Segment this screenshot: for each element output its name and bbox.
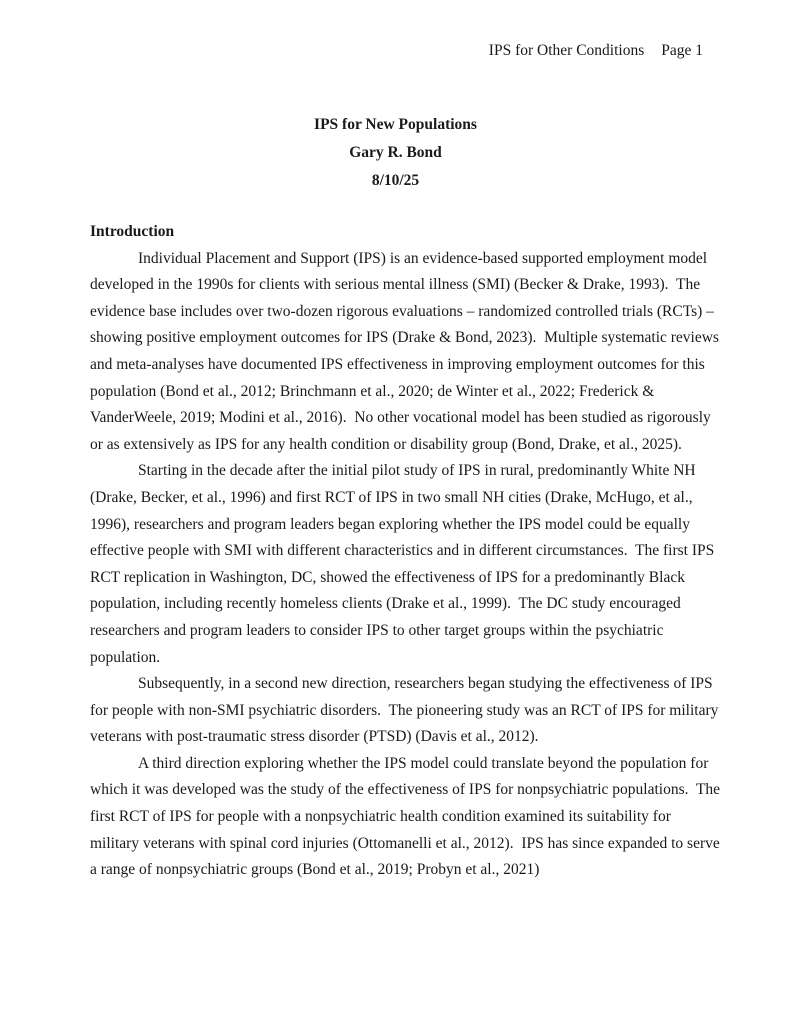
running-head — [91, 42, 703, 60]
paragraph: Starting in the decade after the initial pilot study of IPS in rural, predominantly White NH (Drake, Becker, et al., 1996) and first RCT of IPS in two small NH cities (Drake, McHugo, et al., 1996), researchers and program leaders began exploring whether the IPS model could be equally effective people with SMI with different characteristics and in different circumstances. The first IPS RCT replication in Washington, DC, showed the effectiveness of IPS for a predominantly Black population, including recently homeless clients (Drake et al., 1999). The DC study encouraged researchers and program leaders to consider IPS to other target groups within the psychiatric population. — [90, 462, 719, 666]
paragraph: Individual Placement and Support (IPS) is an evidence-based supported employment model developed in the 1990s for clients with serious mental illness (SMI) (Becker & Drake, 1993). The evidence base includes over two-dozen rigorous evaluations – randomized controlled trials (RCTs) – showing positive employment outcomes for IPS (Drake & Bond, 2023). Multiple systematic reviews and meta-analyses have documented IPS effectiveness in improving employment outcomes for this population (Bond et al., 2012; Brinchmann et al., 2020; de Winter et al., 2022; Frederick & VanderWeele, 2019; Modini et al., 2016). No other vocational model has been studied as rigorously or as extensively as IPS for any health condition or disability group (Bond, Drake, et al., 2025). — [90, 249, 723, 453]
paragraph: Subsequently, in a second new direction, researchers began studying the effectiveness of IPS for people with non-SMI psychiatric disorders. The pioneering study was an RCT of IPS for military veterans with post-traumatic stress disorder (PTSD) (Davis et al., 2012). — [90, 675, 723, 746]
page-number: Page 1 — [661, 42, 703, 59]
document-body — [90, 219, 723, 884]
document-date: 8/10/25 — [371, 172, 420, 189]
paragraph: A third direction exploring whether the IPS model could translate beyond the population for which it was developed was the study of the effectiveness of IPS for nonpsychiatric populations. The first RCT of IPS for people with a nonpsychiatric health condition examined its suitability for military veterans with spinal cord injuries (Ottomanelli et al., 2012). IPS has since expanded to serve a range of nonpsychiatric groups (Bond et al., 2019; Probyn et al., 2021) — [90, 754, 724, 879]
document-author: Gary R. Bond — [349, 144, 442, 161]
section-heading-introduction: Introduction — [90, 223, 175, 240]
running-head-title: IPS for Other Conditions — [488, 42, 645, 59]
document-title: IPS for New Populations — [314, 116, 477, 133]
title-block — [0, 111, 791, 195]
paragraphs — [90, 246, 723, 884]
